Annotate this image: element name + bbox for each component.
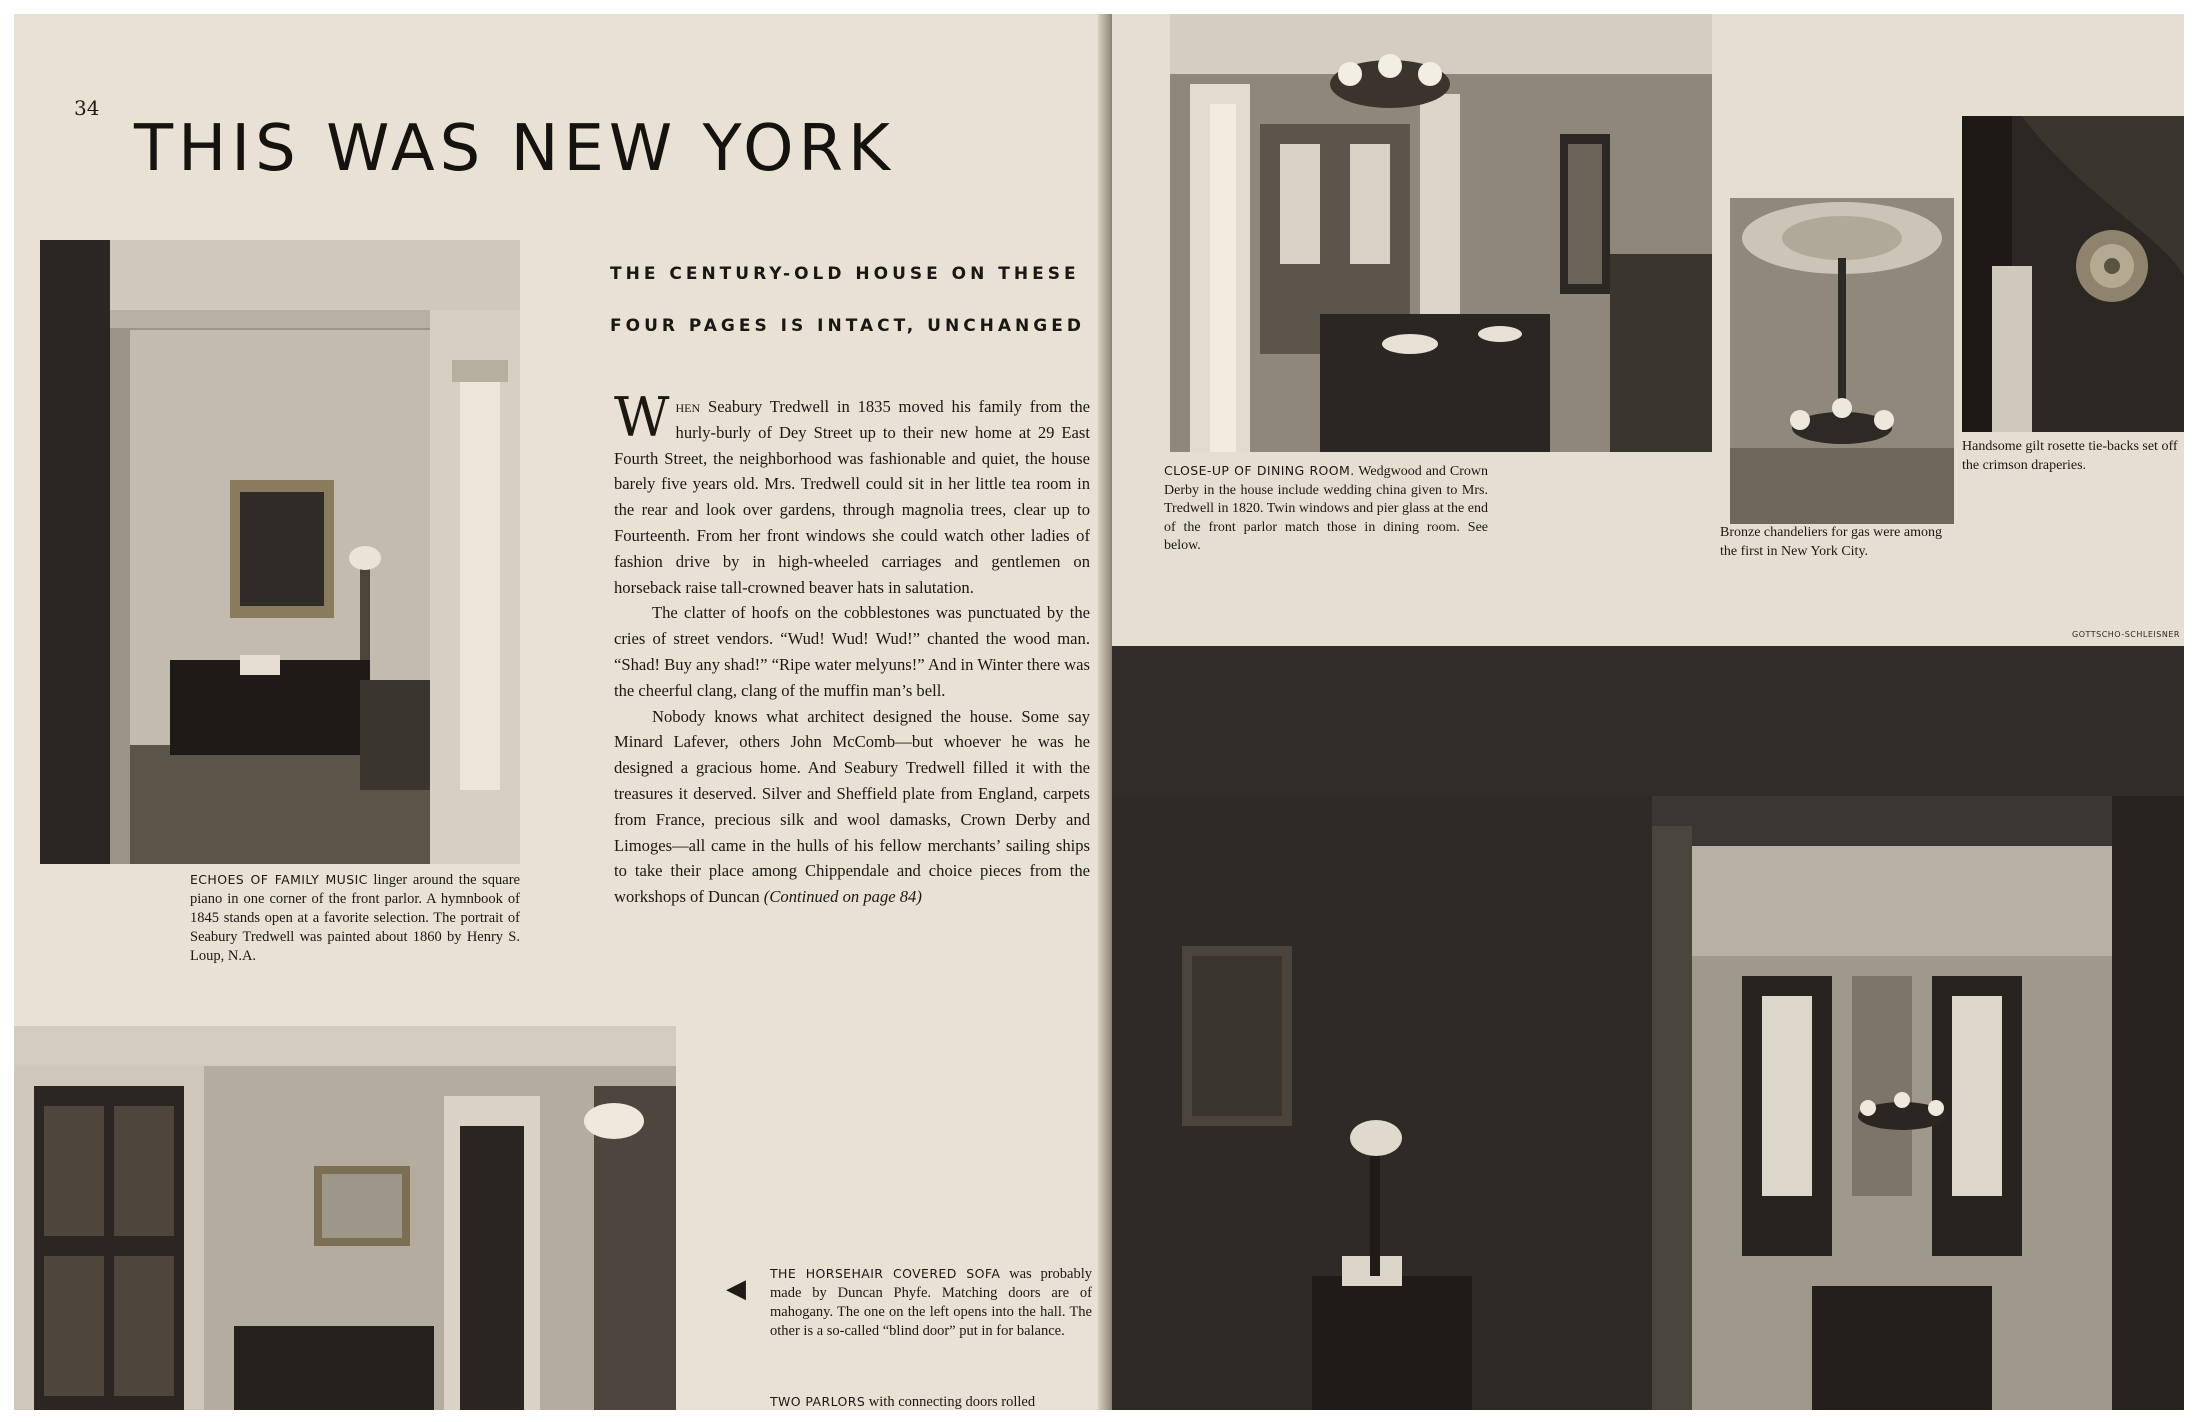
continued-link[interactable]: (Continued on page 84) — [763, 887, 922, 907]
article-paragraph-3 — [614, 704, 1090, 910]
subhead-line-2: FOUR PAGES IS INTACT, UNCHANGED — [610, 316, 1085, 336]
left-page — [14, 14, 1112, 1410]
article-body — [614, 386, 1090, 910]
drop-cap: W — [614, 386, 670, 449]
photo-chandelier — [1730, 198, 1954, 524]
caption-horsehair-sofa — [770, 1264, 1092, 1341]
article-p3-text: Nobody knows what architect designed the house. Some say Minard Lafever, others John McComb—but whoever he was he designed a gracious home. And Seabury Tredwell filled it with the treasures it deserved. Silver and Sheffield plate from England, carpets from France, precious silk and wool damasks, Crown Derby and Limoges—all came in the hulls of his fellow merchants’ sailing ships to take their place among Chippendale and choice pieces from the workshops of Duncan — [614, 706, 1090, 907]
photo-dining-graphic — [1170, 14, 1712, 452]
photo-dining-room — [1170, 14, 1712, 452]
subhead-line-1: THE CENTURY-OLD HOUSE ON THESE — [610, 264, 1080, 284]
caption-parlors-text: with connecting doors rolled — [865, 1394, 1036, 1410]
caption-parlors-lead: TWO PARLORS — [770, 1394, 866, 1409]
caption-dining-text: Wedgwood and Crown Derby in the house include wedding china given to Mrs. Tredwell in 1820. Twin windows and pier glass at the end of the front parlor match those in dining room. See below. — [1164, 464, 1488, 553]
photo-credit: GOTTSCHO-SCHLEISNER — [2072, 630, 2180, 639]
photo-rosette-tieback — [1962, 116, 2184, 432]
photo-rosette-graphic — [1962, 116, 2184, 432]
photo-sofa-graphic — [14, 1026, 676, 1410]
caption-sofa-lead: THE HORSEHAIR COVERED SOFA — [770, 1266, 1001, 1281]
article-paragraph-1 — [614, 386, 1090, 600]
page-number: 34 — [74, 96, 100, 120]
left-arrow-icon: ◀ — [726, 1274, 746, 1304]
caption-two-parlors — [770, 1392, 1092, 1410]
headline: THIS WAS NEW YORK — [134, 112, 895, 186]
right-page — [1112, 14, 2184, 1410]
caption-sofa-text: was probably made by Duncan Phyfe. Matching doors are of mahogany. The one on the left opens into the hall. The other is a so-called “blind door” put in for balance. — [770, 1266, 1093, 1339]
photo-piano-corner — [40, 240, 520, 864]
caption-dining-lead: CLOSE-UP OF DINING ROOM. — [1164, 463, 1355, 478]
photo-parlors-graphic — [1112, 646, 2184, 1410]
caption-family-music-text: linger around the square piano in one corner of the front parlor. A hymnbook of 1845 stands open at a favorite selection. The portrait of Seabury Tredwell was painted about 1860 by Henry S. Loup, N.A. — [190, 872, 520, 964]
article-p1-smallcaps: hen — [675, 397, 701, 416]
photo-chandelier-graphic — [1730, 198, 1954, 524]
article-p1-text: Seabury Tredwell in 1835 moved his family from the hurly-burly of Dey Street up to their new home at 29 East Fourth Street, the neighborhood was fashionable and quiet, the house barely five years old. Mrs. Tredwell could sit in her little tea room in the rear and look over gardens, through magnolia trees, clear up to Fourteenth. From her front windows she could watch other ladies of fashion drive by in high-wheeled carriages and gentlemen on horseback raise tall-crowned beaver hats in salutation. — [614, 397, 1090, 597]
caption-rosette: Handsome gilt rosette tie-backs set off the crimson draperies. — [1962, 439, 2178, 473]
article-paragraph-2: The clatter of hoofs on the cobblestones was punctuated by the cries of street vendors. “Wud! Wud! Wud!” chanted the wood man. “Shad! Buy any shad!” “Ripe water melyuns!” And in Winter there was the cheerful clang, clang of the muffin man’s bell. — [614, 603, 1090, 700]
photo-sofa-parlor — [14, 1026, 676, 1410]
caption-chandeliers: Bronze chandeliers for gas were among the first in New York City. — [1720, 525, 1942, 559]
caption-family-music — [190, 870, 520, 966]
photo-two-parlors — [1112, 646, 2184, 1410]
photo-piano-graphic — [40, 240, 520, 864]
caption-family-music-lead: ECHOES OF FAMILY MUSIC — [190, 872, 368, 887]
caption-dining-room — [1164, 462, 1488, 556]
